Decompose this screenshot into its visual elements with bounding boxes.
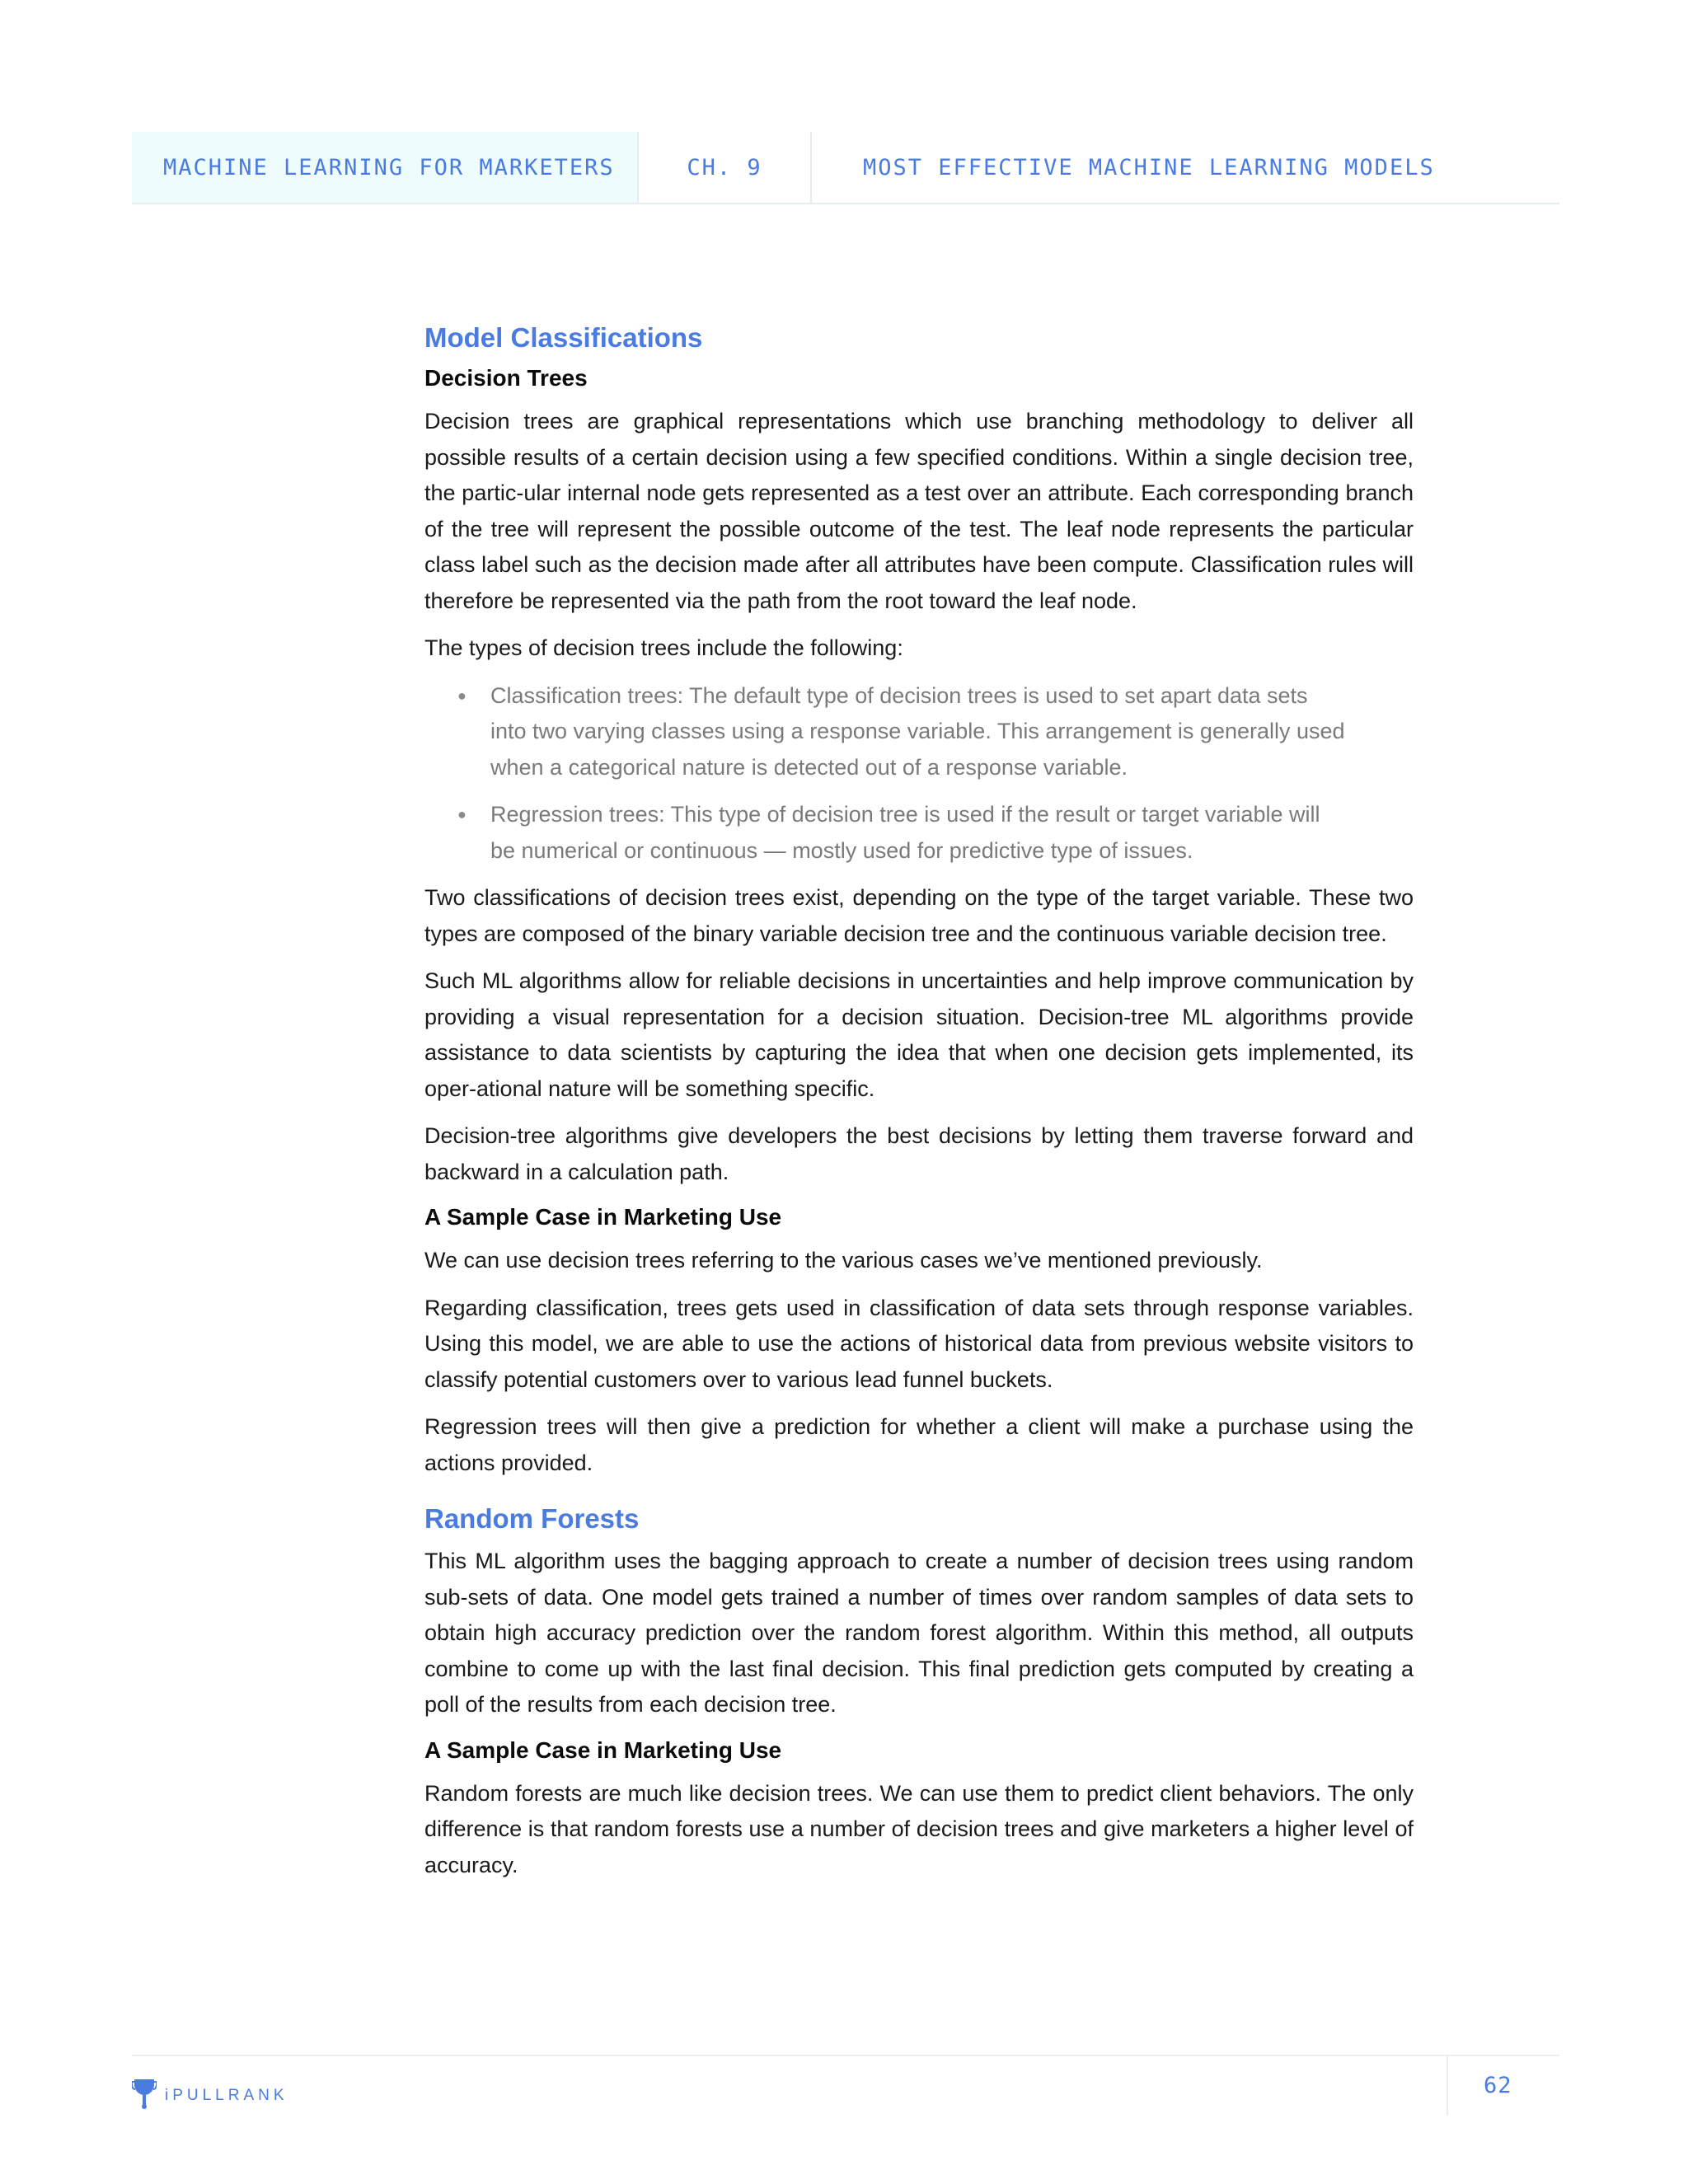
brand-logo <box>132 2077 288 2114</box>
subheading-sample-case: A Sample Case in Marketing Use <box>424 1204 782 1230</box>
footer-divider <box>132 2055 1559 2056</box>
page-number: 62 <box>1484 2073 1512 2098</box>
paragraph: Decision-tree algorithms give developers the best decisions by letting them traverse forward and backward in a calculation path. <box>424 1123 1414 1184</box>
header-section-title: MOST EFFECTIVE MACHINE LEARNING MODELS <box>863 154 1435 180</box>
header-book-title: MACHINE LEARNING FOR MARKETERS <box>132 132 639 203</box>
main-content <box>424 321 1414 1895</box>
footer-vertical-divider <box>1447 2056 1448 2116</box>
list-item: ● Regression trees: This type of decision tree is used if the result or target variable will be numerical or continuous — mostly used for predictive type of issues. <box>490 797 1348 869</box>
header-chapter: CH. 9 <box>639 132 812 203</box>
paragraph: Regression trees will then give a prediction for whether a client will make a purchase using the actions provided. <box>424 1414 1414 1475</box>
paragraph: We can use decision trees referring to the various cases we’ve mentioned previously. <box>424 1248 1263 1272</box>
paragraph: The types of decision trees include the following: <box>424 635 903 660</box>
section-heading-model-classifications: Model Classifications <box>424 322 703 353</box>
paragraph: Regarding classification, trees gets used in classification of data sets through response variables. Using this model, we are able to use the actions of historical data from previous website visitors to classify potential customers over to various lead funnel buckets. <box>424 1295 1414 1392</box>
paragraph: This ML algorithm uses the bagging approach to create a number of decision trees using random sub-sets of data. One model gets trained a number of times over random samples of data sets to obtain high accuracy prediction over the random forest algorithm. Within this method, all outputs combine to come up with the last final decision. This final prediction gets computed by creating a poll of the results from each decision tree. <box>424 1549 1414 1717</box>
trophy-icon <box>132 2077 157 2114</box>
page-header <box>132 132 1559 204</box>
list-item: ● Classification trees: The default type of decision trees is used to set apart data sets into two varying classes using a response variable. This arrangement is generally used when a categorical nature is detected out of a response variable. <box>490 678 1348 786</box>
paragraph: Decision trees are graphical representations which use branching methodology to deliver all possible results of a certain decision using a few specified conditions. Within a single decision tree, the partic-ular internal node gets represented as a test over an attribute. Each corresponding branch of the tree will represent the possible outcome of the test. The leaf node represents the particular class label such as the decision made after all attributes have been compute. Classification rules will therefore be represented via the path from the root toward the leaf node. <box>424 409 1414 613</box>
paragraph: Two classifications of decision trees exist, depending on the type of the target variable. These two types are composed of the binary variable decision tree and the continuous variable decision tree. <box>424 885 1414 946</box>
section-heading-random-forests: Random Forests <box>424 1503 640 1534</box>
subheading-sample-case: A Sample Case in Marketing Use <box>424 1736 782 1763</box>
paragraph: Such ML algorithms allow for reliable decisions in uncertainties and help improve communication by providing a visual representation for a decision situation. Decision-tree ML algorithms provide assistance to data scientists by capturing the idea that when one decision gets implemented, its oper-ational nature will be something specific. <box>424 968 1414 1101</box>
bullet-list <box>424 678 1348 869</box>
brand-logo-text: iPULLRANK <box>165 2086 288 2104</box>
paragraph: Random forests are much like decision trees. We can use them to predict client behaviors. The only difference is that random forests use a number of decision trees and give marketers a higher level of accuracy. <box>424 1780 1414 1877</box>
subheading-decision-trees: Decision Trees <box>424 365 588 391</box>
